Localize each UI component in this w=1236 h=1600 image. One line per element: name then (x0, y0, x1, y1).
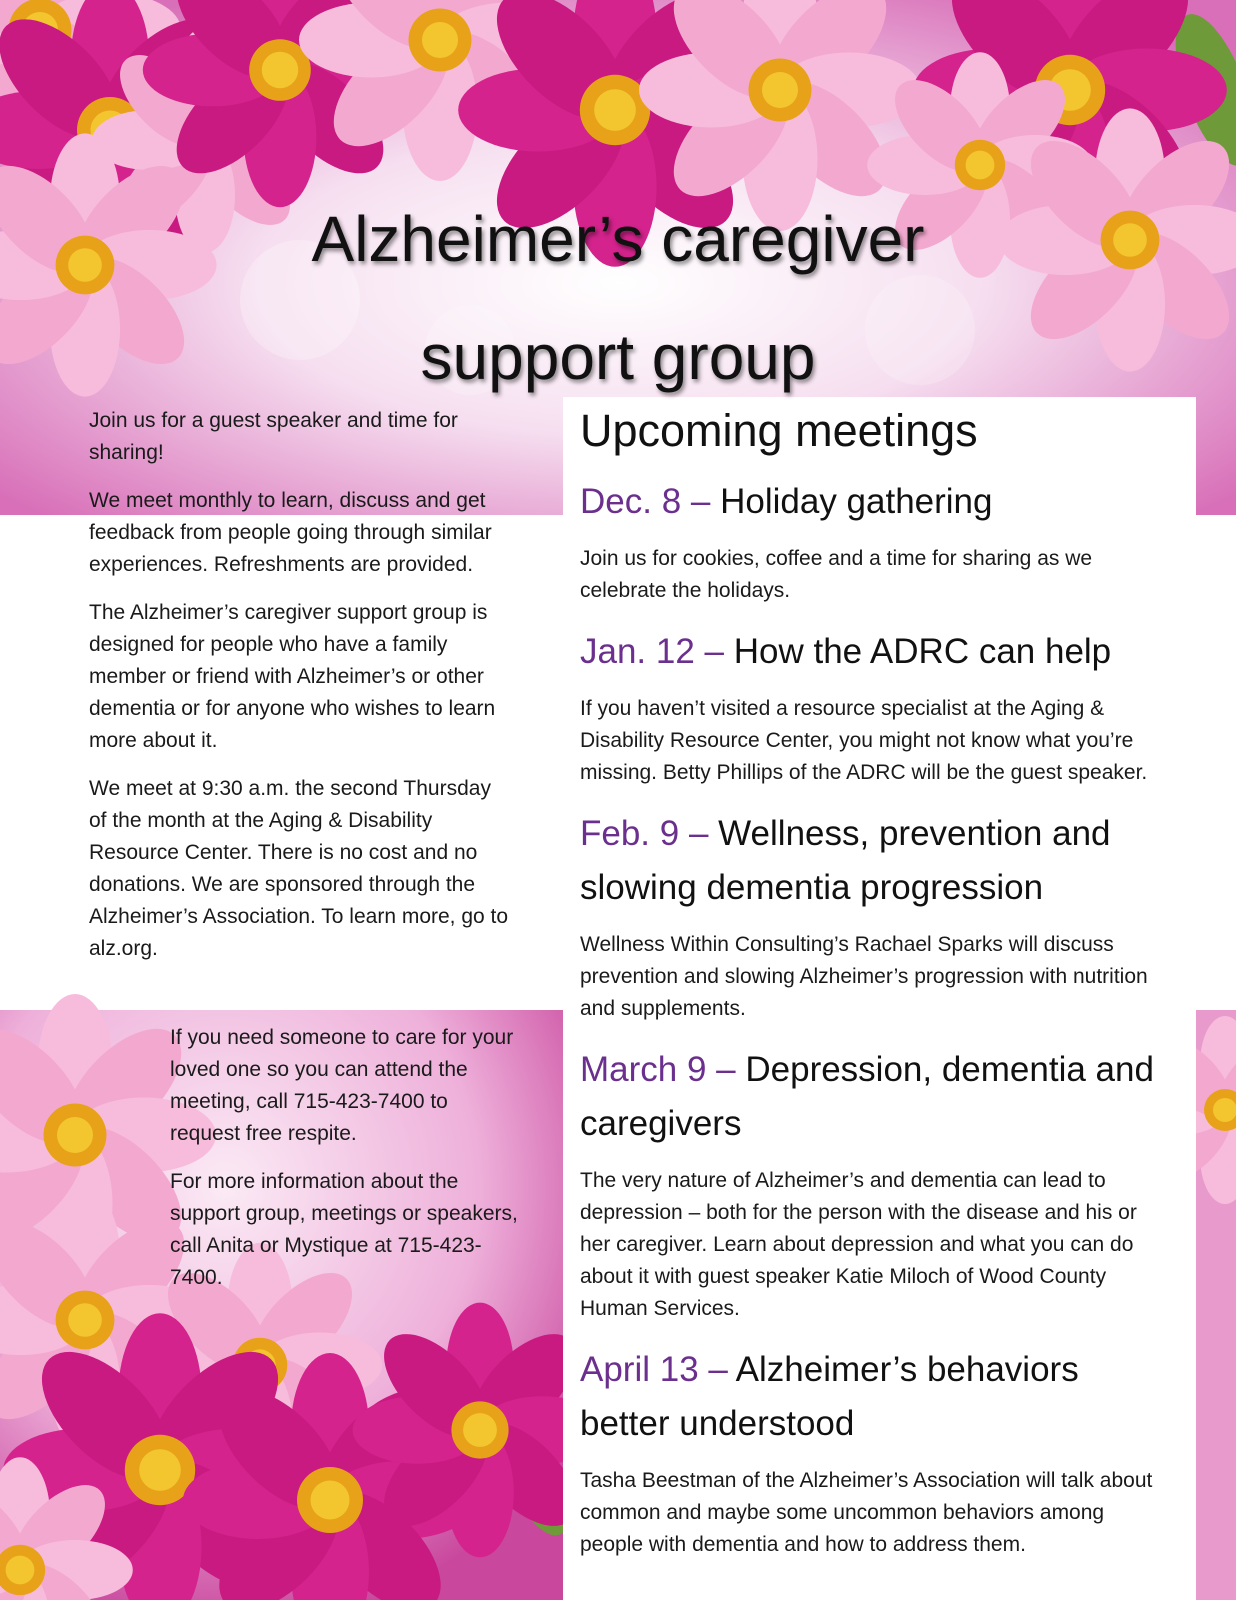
intro-paragraph: We meet monthly to learn, discuss and get feedback from people going through similar experiences. Refreshments are provided. (89, 489, 492, 576)
intro-paragraph: We meet at 9:30 a.m. the second Thursday of the month at the Aging & Disability Resource Center. There is no cost and no donations. We are sponsored through the Alzheimer’s Association. To learn more, go to alz.org. (89, 777, 509, 960)
meeting-topic: How the ADRC can help (733, 632, 1112, 671)
meeting-description: If you haven’t visited a resource specialist at the Aging & Disability Resource Center, you might not know what you’re missing. Betty Phillips of the ADRC will be the guest speaker. (580, 697, 1148, 784)
meeting-topic: Depression, dementia and caregivers (580, 1050, 1154, 1143)
meeting-description: Tasha Beestman of the Alzheimer’s Association will talk about common and maybe some uncommon behaviors among people with dementia and how to address them. (580, 1469, 1153, 1556)
meeting-title (580, 475, 1172, 529)
title-line-2: support group (420, 321, 816, 393)
page-title (0, 180, 1236, 416)
meeting-title (580, 1043, 1172, 1151)
intro-paragraph: Join us for a guest speaker and time for sharing! (89, 409, 458, 464)
meeting-description: The very nature of Alzheimer’s and dementia can lead to depression – both for the person with the disease and his or her caregiver. Learn about depression and what you can do about it with guest speaker Katie Miloch of Wood County Human Services. (580, 1169, 1137, 1320)
meeting-date: March 9 – (580, 1050, 736, 1089)
meetings-panel (563, 397, 1196, 1590)
meeting-title (580, 807, 1172, 915)
meeting-description: Join us for cookies, coffee and a time for sharing as we celebrate the holidays. (580, 547, 1093, 602)
meeting-item (580, 475, 1172, 607)
meeting-topic: Wellness, prevention and slowing dementia progression (580, 814, 1111, 907)
meeting-item (580, 1343, 1172, 1561)
meeting-topic: Alzheimer’s behaviors better understood (580, 1350, 1079, 1443)
meeting-item (580, 1043, 1172, 1325)
meetings-heading: Upcoming meetings (580, 405, 978, 456)
meeting-topic: Holiday gathering (720, 482, 993, 521)
meeting-title (580, 1343, 1172, 1451)
intro-paragraph: The Alzheimer’s caregiver support group is designed for people who have a family member or friend with Alzheimer’s or other dementia or for anyone who wishes to learn more about it. (89, 601, 496, 752)
meeting-date: April 13 – (580, 1350, 728, 1389)
meeting-date: Jan. 12 – (580, 632, 724, 671)
meeting-date: Feb. 9 – (580, 814, 709, 853)
meeting-item (580, 625, 1172, 789)
respite-paragraph: If you need someone to care for your loved one so you can attend the meeting, call 715-423-7400 to request free respite. (170, 1026, 514, 1145)
meeting-date: Dec. 8 – (580, 482, 711, 521)
intro-section (89, 405, 509, 981)
info-paragraph: For more information about the support group, meetings or speakers, call Anita or Mystique at 715-423-7400. (170, 1170, 518, 1289)
meeting-title (580, 625, 1172, 679)
title-line-1: Alzheimer’s caregiver (311, 203, 925, 275)
meeting-item (580, 807, 1172, 1025)
contact-section (170, 1022, 520, 1310)
meeting-description: Wellness Within Consulting’s Rachael Sparks will discuss prevention and slowing Alzheimer’s progression with nutrition and supplements. (580, 933, 1148, 1020)
